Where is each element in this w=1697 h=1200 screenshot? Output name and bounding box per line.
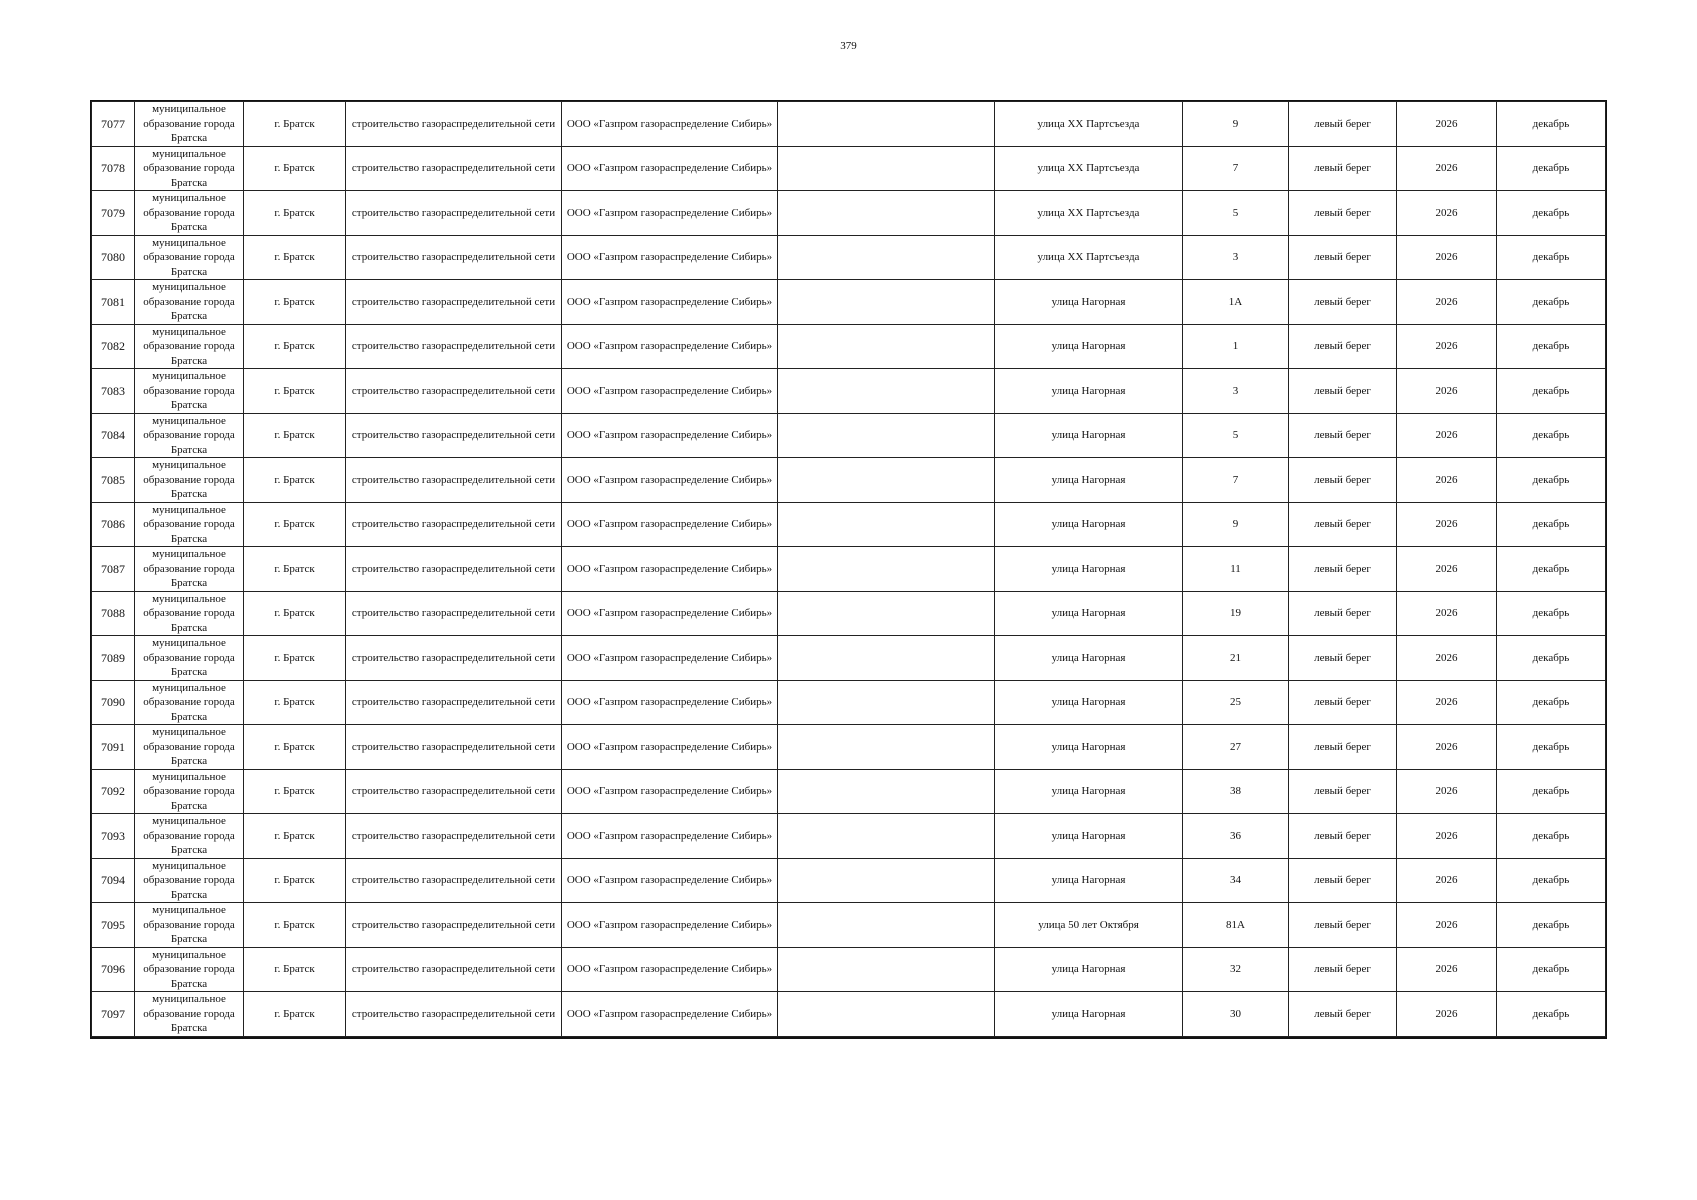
organization-cell: ООО «Газпром газораспределение Сибирь» <box>562 858 778 903</box>
river-bank-cell: левый берег <box>1289 191 1397 236</box>
row-number-cell: 7087 <box>92 547 135 592</box>
work-type-cell: строительство газораспределительной сети <box>346 369 562 414</box>
year-cell: 2026 <box>1397 992 1497 1037</box>
organization-cell: ООО «Газпром газораспределение Сибирь» <box>562 725 778 770</box>
month-cell: декабрь <box>1497 102 1606 147</box>
row-number-cell: 7081 <box>92 280 135 325</box>
organization-cell: ООО «Газпром газораспределение Сибирь» <box>562 814 778 859</box>
river-bank-cell: левый берег <box>1289 725 1397 770</box>
municipality-cell: муниципальное образование города Братска <box>135 502 244 547</box>
table-row <box>92 191 1606 236</box>
river-bank-cell: левый берег <box>1289 547 1397 592</box>
row-number-cell: 7088 <box>92 591 135 636</box>
city-cell: г. Братск <box>244 769 346 814</box>
empty-cell <box>778 680 995 725</box>
street-cell: улица Нагорная <box>995 547 1183 592</box>
work-type-cell: строительство газораспределительной сети <box>346 680 562 725</box>
river-bank-cell: левый берег <box>1289 591 1397 636</box>
house-number-cell: 11 <box>1183 547 1289 592</box>
street-cell: улица XX Партсъезда <box>995 146 1183 191</box>
municipality-cell: муниципальное образование города Братска <box>135 858 244 903</box>
city-cell: г. Братск <box>244 235 346 280</box>
municipality-cell: муниципальное образование города Братска <box>135 235 244 280</box>
year-cell: 2026 <box>1397 814 1497 859</box>
work-type-cell: строительство газораспределительной сети <box>346 280 562 325</box>
street-cell: улица Нагорная <box>995 280 1183 325</box>
table-row <box>92 458 1606 503</box>
house-number-cell: 30 <box>1183 992 1289 1037</box>
house-number-cell: 7 <box>1183 458 1289 503</box>
organization-cell: ООО «Газпром газораспределение Сибирь» <box>562 591 778 636</box>
year-cell: 2026 <box>1397 903 1497 948</box>
year-cell: 2026 <box>1397 858 1497 903</box>
document-table <box>91 101 1606 1037</box>
work-type-cell: строительство газораспределительной сети <box>346 413 562 458</box>
organization-cell: ООО «Газпром газораспределение Сибирь» <box>562 280 778 325</box>
house-number-cell: 32 <box>1183 947 1289 992</box>
work-type-cell: строительство газораспределительной сети <box>346 725 562 770</box>
work-type-cell: строительство газораспределительной сети <box>346 324 562 369</box>
street-cell: улица Нагорная <box>995 725 1183 770</box>
municipality-cell: муниципальное образование города Братска <box>135 591 244 636</box>
month-cell: декабрь <box>1497 636 1606 681</box>
row-number-cell: 7086 <box>92 502 135 547</box>
empty-cell <box>778 903 995 948</box>
row-number-cell: 7097 <box>92 992 135 1037</box>
work-type-cell: строительство газораспределительной сети <box>346 636 562 681</box>
municipality-cell: муниципальное образование города Братска <box>135 547 244 592</box>
empty-cell <box>778 547 995 592</box>
river-bank-cell: левый берег <box>1289 769 1397 814</box>
river-bank-cell: левый берег <box>1289 947 1397 992</box>
municipality-cell: муниципальное образование города Братска <box>135 191 244 236</box>
year-cell: 2026 <box>1397 502 1497 547</box>
house-number-cell: 3 <box>1183 235 1289 280</box>
year-cell: 2026 <box>1397 680 1497 725</box>
row-number-cell: 7079 <box>92 191 135 236</box>
organization-cell: ООО «Газпром газораспределение Сибирь» <box>562 769 778 814</box>
empty-cell <box>778 102 995 147</box>
street-cell: улица Нагорная <box>995 324 1183 369</box>
work-type-cell: строительство газораспределительной сети <box>346 992 562 1037</box>
table-row <box>92 591 1606 636</box>
house-number-cell: 3 <box>1183 369 1289 414</box>
house-number-cell: 5 <box>1183 191 1289 236</box>
organization-cell: ООО «Газпром газораспределение Сибирь» <box>562 102 778 147</box>
table-row <box>92 947 1606 992</box>
table-row <box>92 280 1606 325</box>
city-cell: г. Братск <box>244 191 346 236</box>
street-cell: улица Нагорная <box>995 947 1183 992</box>
house-number-cell: 9 <box>1183 502 1289 547</box>
month-cell: декабрь <box>1497 458 1606 503</box>
month-cell: декабрь <box>1497 235 1606 280</box>
river-bank-cell: левый берег <box>1289 235 1397 280</box>
city-cell: г. Братск <box>244 636 346 681</box>
organization-cell: ООО «Газпром газораспределение Сибирь» <box>562 903 778 948</box>
year-cell: 2026 <box>1397 769 1497 814</box>
city-cell: г. Братск <box>244 858 346 903</box>
year-cell: 2026 <box>1397 947 1497 992</box>
empty-cell <box>778 235 995 280</box>
month-cell: декабрь <box>1497 769 1606 814</box>
river-bank-cell: левый берег <box>1289 858 1397 903</box>
row-number-cell: 7084 <box>92 413 135 458</box>
municipality-cell: муниципальное образование города Братска <box>135 369 244 414</box>
house-number-cell: 7 <box>1183 146 1289 191</box>
empty-cell <box>778 636 995 681</box>
table-row <box>92 636 1606 681</box>
street-cell: улица Нагорная <box>995 458 1183 503</box>
empty-cell <box>778 769 995 814</box>
house-number-cell: 25 <box>1183 680 1289 725</box>
organization-cell: ООО «Газпром газораспределение Сибирь» <box>562 502 778 547</box>
row-number-cell: 7091 <box>92 725 135 770</box>
city-cell: г. Братск <box>244 591 346 636</box>
municipality-cell: муниципальное образование города Братска <box>135 102 244 147</box>
river-bank-cell: левый берег <box>1289 680 1397 725</box>
street-cell: улица Нагорная <box>995 502 1183 547</box>
table-row <box>92 235 1606 280</box>
empty-cell <box>778 324 995 369</box>
year-cell: 2026 <box>1397 369 1497 414</box>
work-type-cell: строительство газораспределительной сети <box>346 547 562 592</box>
work-type-cell: строительство газораспределительной сети <box>346 814 562 859</box>
street-cell: улица Нагорная <box>995 814 1183 859</box>
municipality-cell: муниципальное образование города Братска <box>135 725 244 770</box>
year-cell: 2026 <box>1397 591 1497 636</box>
row-number-cell: 7090 <box>92 680 135 725</box>
year-cell: 2026 <box>1397 102 1497 147</box>
work-type-cell: строительство газораспределительной сети <box>346 191 562 236</box>
river-bank-cell: левый берег <box>1289 146 1397 191</box>
street-cell: улица Нагорная <box>995 369 1183 414</box>
table-row <box>92 369 1606 414</box>
house-number-cell: 34 <box>1183 858 1289 903</box>
work-type-cell: строительство газораспределительной сети <box>346 235 562 280</box>
empty-cell <box>778 591 995 636</box>
house-number-cell: 1А <box>1183 280 1289 325</box>
month-cell: декабрь <box>1497 547 1606 592</box>
work-type-cell: строительство газораспределительной сети <box>346 458 562 503</box>
empty-cell <box>778 992 995 1037</box>
row-number-cell: 7092 <box>92 769 135 814</box>
row-number-cell: 7095 <box>92 903 135 948</box>
month-cell: декабрь <box>1497 680 1606 725</box>
municipality-cell: муниципальное образование города Братска <box>135 680 244 725</box>
row-number-cell: 7094 <box>92 858 135 903</box>
municipality-cell: муниципальное образование города Братска <box>135 413 244 458</box>
row-number-cell: 7077 <box>92 102 135 147</box>
river-bank-cell: левый берег <box>1289 992 1397 1037</box>
city-cell: г. Братск <box>244 102 346 147</box>
empty-cell <box>778 814 995 859</box>
empty-cell <box>778 146 995 191</box>
row-number-cell: 7083 <box>92 369 135 414</box>
house-number-cell: 1 <box>1183 324 1289 369</box>
municipality-cell: муниципальное образование города Братска <box>135 814 244 859</box>
work-type-cell: строительство газораспределительной сети <box>346 947 562 992</box>
year-cell: 2026 <box>1397 280 1497 325</box>
table-row <box>92 769 1606 814</box>
river-bank-cell: левый берег <box>1289 502 1397 547</box>
municipality-cell: муниципальное образование города Братска <box>135 769 244 814</box>
organization-cell: ООО «Газпром газораспределение Сибирь» <box>562 369 778 414</box>
empty-cell <box>778 947 995 992</box>
organization-cell: ООО «Газпром газораспределение Сибирь» <box>562 235 778 280</box>
empty-cell <box>778 191 995 236</box>
month-cell: декабрь <box>1497 502 1606 547</box>
street-cell: улица Нагорная <box>995 769 1183 814</box>
month-cell: декабрь <box>1497 591 1606 636</box>
year-cell: 2026 <box>1397 146 1497 191</box>
work-type-cell: строительство газораспределительной сети <box>346 858 562 903</box>
table-row <box>92 680 1606 725</box>
year-cell: 2026 <box>1397 636 1497 681</box>
year-cell: 2026 <box>1397 458 1497 503</box>
month-cell: декабрь <box>1497 146 1606 191</box>
table-row <box>92 992 1606 1037</box>
empty-cell <box>778 458 995 503</box>
street-cell: улица Нагорная <box>995 413 1183 458</box>
river-bank-cell: левый берег <box>1289 102 1397 147</box>
street-cell: улица Нагорная <box>995 680 1183 725</box>
year-cell: 2026 <box>1397 191 1497 236</box>
year-cell: 2026 <box>1397 725 1497 770</box>
work-type-cell: строительство газораспределительной сети <box>346 591 562 636</box>
municipality-cell: муниципальное образование города Братска <box>135 280 244 325</box>
table-row <box>92 413 1606 458</box>
organization-cell: ООО «Газпром газораспределение Сибирь» <box>562 680 778 725</box>
municipality-cell: муниципальное образование города Братска <box>135 324 244 369</box>
organization-cell: ООО «Газпром газораспределение Сибирь» <box>562 413 778 458</box>
municipality-cell: муниципальное образование города Братска <box>135 636 244 681</box>
row-number-cell: 7096 <box>92 947 135 992</box>
row-number-cell: 7089 <box>92 636 135 681</box>
city-cell: г. Братск <box>244 146 346 191</box>
city-cell: г. Братск <box>244 903 346 948</box>
municipality-cell: муниципальное образование города Братска <box>135 992 244 1037</box>
table-row <box>92 324 1606 369</box>
month-cell: декабрь <box>1497 413 1606 458</box>
page-number: 379 <box>840 40 857 52</box>
table-row <box>92 903 1606 948</box>
table-row <box>92 502 1606 547</box>
municipality-cell: муниципальное образование города Братска <box>135 947 244 992</box>
city-cell: г. Братск <box>244 369 346 414</box>
organization-cell: ООО «Газпром газораспределение Сибирь» <box>562 324 778 369</box>
table-row <box>92 814 1606 859</box>
city-cell: г. Братск <box>244 547 346 592</box>
house-number-cell: 27 <box>1183 725 1289 770</box>
city-cell: г. Братск <box>244 725 346 770</box>
row-number-cell: 7093 <box>92 814 135 859</box>
house-number-cell: 5 <box>1183 413 1289 458</box>
house-number-cell: 38 <box>1183 769 1289 814</box>
municipality-cell: муниципальное образование города Братска <box>135 903 244 948</box>
river-bank-cell: левый берег <box>1289 413 1397 458</box>
table-row <box>92 547 1606 592</box>
month-cell: декабрь <box>1497 903 1606 948</box>
row-number-cell: 7082 <box>92 324 135 369</box>
work-type-cell: строительство газораспределительной сети <box>346 769 562 814</box>
empty-cell <box>778 858 995 903</box>
street-cell: улица XX Партсъезда <box>995 191 1183 236</box>
table-row <box>92 858 1606 903</box>
organization-cell: ООО «Газпром газораспределение Сибирь» <box>562 146 778 191</box>
month-cell: декабрь <box>1497 280 1606 325</box>
work-type-cell: строительство газораспределительной сети <box>346 102 562 147</box>
river-bank-cell: левый берег <box>1289 814 1397 859</box>
city-cell: г. Братск <box>244 413 346 458</box>
city-cell: г. Братск <box>244 814 346 859</box>
street-cell: улица Нагорная <box>995 591 1183 636</box>
street-cell: улица XX Партсъезда <box>995 235 1183 280</box>
empty-cell <box>778 280 995 325</box>
table-row <box>92 102 1606 147</box>
organization-cell: ООО «Газпром газораспределение Сибирь» <box>562 636 778 681</box>
month-cell: декабрь <box>1497 725 1606 770</box>
river-bank-cell: левый берег <box>1289 458 1397 503</box>
year-cell: 2026 <box>1397 547 1497 592</box>
house-number-cell: 21 <box>1183 636 1289 681</box>
document-table-frame <box>90 100 1607 1039</box>
city-cell: г. Братск <box>244 324 346 369</box>
street-cell: улица Нагорная <box>995 858 1183 903</box>
work-type-cell: строительство газораспределительной сети <box>346 502 562 547</box>
row-number-cell: 7080 <box>92 235 135 280</box>
river-bank-cell: левый берег <box>1289 369 1397 414</box>
house-number-cell: 19 <box>1183 591 1289 636</box>
month-cell: декабрь <box>1497 191 1606 236</box>
street-cell: улица Нагорная <box>995 636 1183 681</box>
city-cell: г. Братск <box>244 280 346 325</box>
municipality-cell: муниципальное образование города Братска <box>135 146 244 191</box>
month-cell: декабрь <box>1497 324 1606 369</box>
city-cell: г. Братск <box>244 458 346 503</box>
organization-cell: ООО «Газпром газораспределение Сибирь» <box>562 992 778 1037</box>
city-cell: г. Братск <box>244 947 346 992</box>
river-bank-cell: левый берег <box>1289 903 1397 948</box>
river-bank-cell: левый берег <box>1289 280 1397 325</box>
table-body <box>92 102 1606 1037</box>
table-row <box>92 725 1606 770</box>
organization-cell: ООО «Газпром газораспределение Сибирь» <box>562 458 778 503</box>
house-number-cell: 9 <box>1183 102 1289 147</box>
street-cell: улица 50 лет Октября <box>995 903 1183 948</box>
month-cell: декабрь <box>1497 992 1606 1037</box>
empty-cell <box>778 369 995 414</box>
empty-cell <box>778 502 995 547</box>
municipality-cell: муниципальное образование города Братска <box>135 458 244 503</box>
month-cell: декабрь <box>1497 858 1606 903</box>
month-cell: декабрь <box>1497 369 1606 414</box>
work-type-cell: строительство газораспределительной сети <box>346 903 562 948</box>
house-number-cell: 81А <box>1183 903 1289 948</box>
work-type-cell: строительство газораспределительной сети <box>346 146 562 191</box>
city-cell: г. Братск <box>244 680 346 725</box>
city-cell: г. Братск <box>244 502 346 547</box>
organization-cell: ООО «Газпром газораспределение Сибирь» <box>562 191 778 236</box>
row-number-cell: 7085 <box>92 458 135 503</box>
month-cell: декабрь <box>1497 814 1606 859</box>
year-cell: 2026 <box>1397 324 1497 369</box>
river-bank-cell: левый берег <box>1289 636 1397 681</box>
city-cell: г. Братск <box>244 992 346 1037</box>
year-cell: 2026 <box>1397 413 1497 458</box>
organization-cell: ООО «Газпром газораспределение Сибирь» <box>562 547 778 592</box>
month-cell: декабрь <box>1497 947 1606 992</box>
river-bank-cell: левый берег <box>1289 324 1397 369</box>
street-cell: улица Нагорная <box>995 992 1183 1037</box>
table-row <box>92 146 1606 191</box>
empty-cell <box>778 725 995 770</box>
empty-cell <box>778 413 995 458</box>
street-cell: улица XX Партсъезда <box>995 102 1183 147</box>
row-number-cell: 7078 <box>92 146 135 191</box>
year-cell: 2026 <box>1397 235 1497 280</box>
organization-cell: ООО «Газпром газораспределение Сибирь» <box>562 947 778 992</box>
house-number-cell: 36 <box>1183 814 1289 859</box>
